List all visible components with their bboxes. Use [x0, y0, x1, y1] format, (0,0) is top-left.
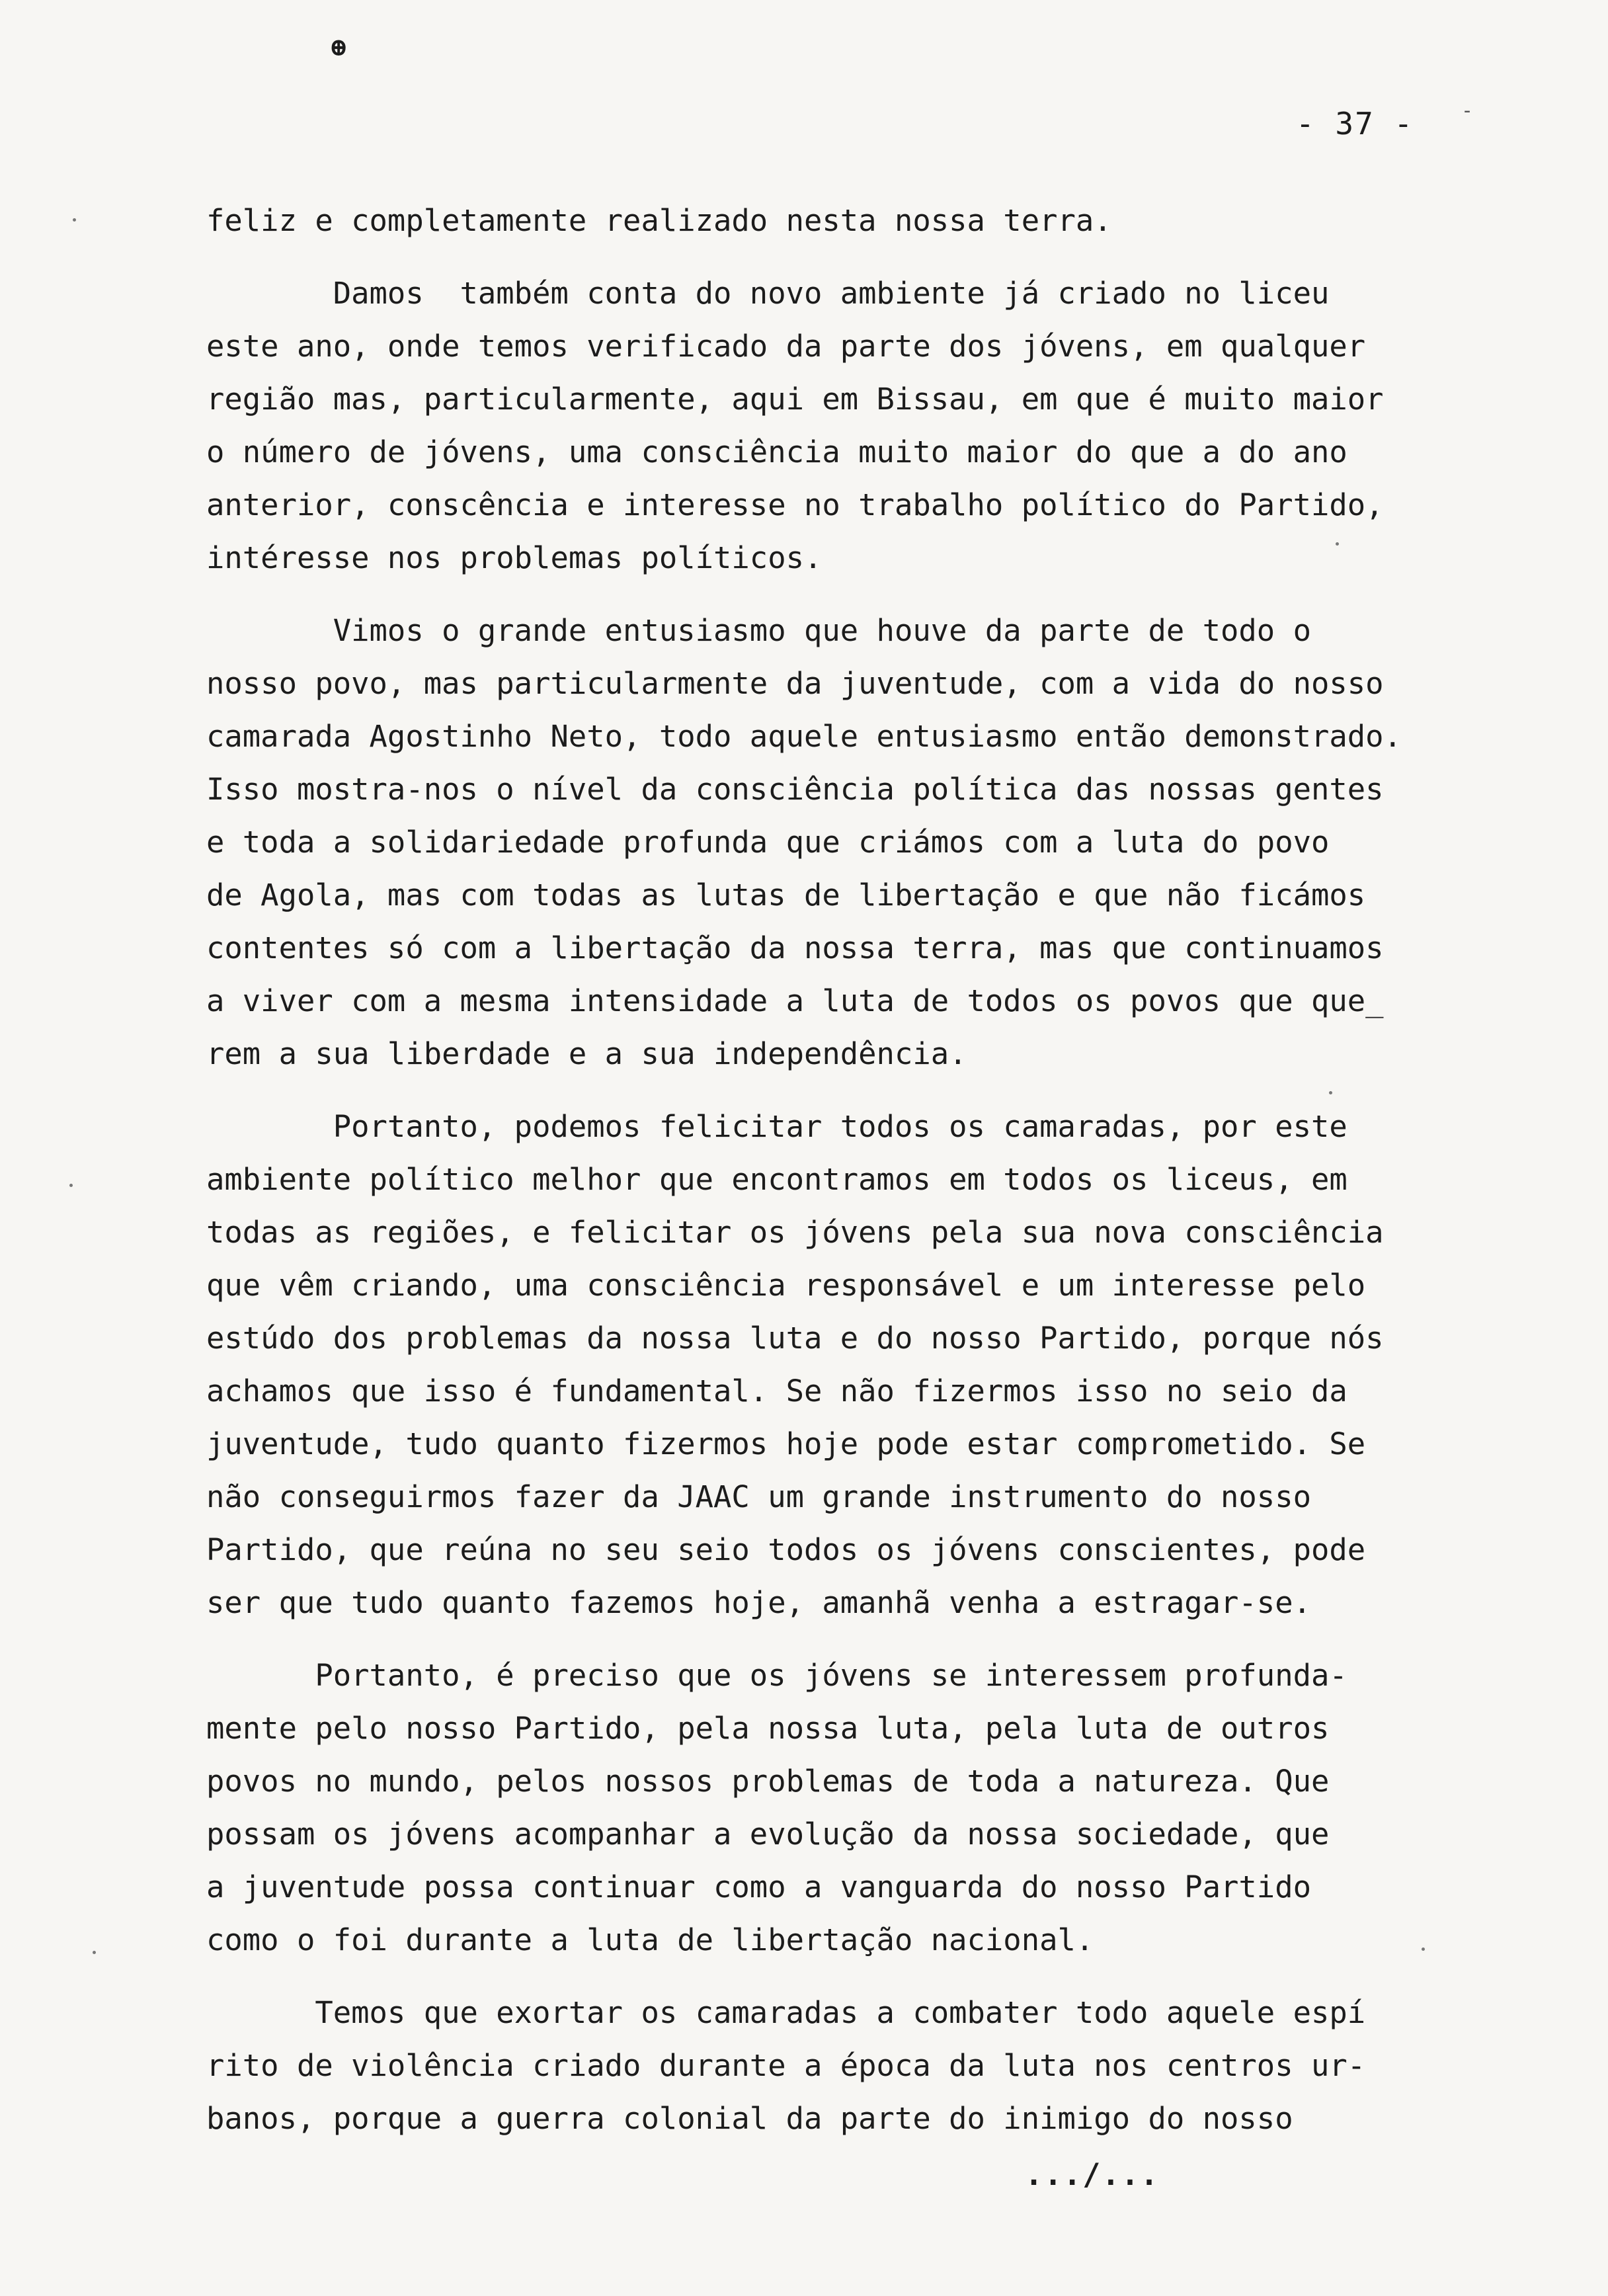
- text-line: Partido, que reúna no seu seio todos os jóvens conscientes, pode: [206, 1532, 1366, 1567]
- text-line: a viver com a mesma intensidade a luta de todos os povos que que_: [206, 983, 1384, 1018]
- text-line: Isso mostra-nos o nível da consciência política das nossas gentes: [206, 772, 1384, 807]
- text-line: rito de violência criado durante a época da luta nos centros ur-: [206, 2048, 1366, 2083]
- text-line: mente pelo nosso Partido, pela nossa luta, pela luta de outros: [206, 1711, 1330, 1746]
- scan-speck: [69, 1184, 73, 1187]
- text-line: banos, porque a guerra colonial da parte do inimigo do nosso: [206, 2101, 1293, 2136]
- paragraph: [206, 604, 1502, 1081]
- text-line: anterior, conscência e interesse no trabalho político do Partido,: [206, 487, 1384, 522]
- text-line: todas as regiões, e felicitar os jóvens pela sua nova consciência: [206, 1215, 1384, 1250]
- paragraph-gap: [206, 1967, 1502, 1987]
- scan-speck: [1422, 1948, 1425, 1951]
- paragraph-gap: [206, 585, 1502, 604]
- continuation-mark: .../...: [1025, 2157, 1160, 2192]
- text-line: região mas, particularmente, aqui em Bissau, em que é muito maior: [206, 382, 1384, 417]
- text-line: que vêm criando, uma consciência responsável e um interesse pelo: [206, 1268, 1366, 1303]
- text-line: como o foi durante a luta de libertação nacional.: [206, 1922, 1094, 1957]
- text-line: estúdo dos problemas da nossa luta e do nosso Partido, porque nós: [206, 1321, 1384, 1356]
- text-line: Damos também conta do novo ambiente já criado no liceu: [206, 276, 1330, 311]
- text-line: Vimos o grande entusiasmo que houve da parte de todo o: [206, 613, 1311, 648]
- text-line: não conseguirmos fazer da JAAC um grande instrumento do nosso: [206, 1479, 1311, 1514]
- text-line: este ano, onde temos verificado da parte dos jóvens, em qualquer: [206, 329, 1366, 364]
- text-line: o número de jóvens, uma consciência muito maior do que a do ano: [206, 434, 1347, 470]
- text-line: feliz e completamente realizado nesta nossa terra.: [206, 203, 1112, 238]
- margin-mark: -: [1461, 99, 1474, 122]
- paragraph: [206, 1100, 1502, 1629]
- paragraph-gap: [206, 1629, 1502, 1649]
- page-number: - 37 -: [1296, 106, 1414, 142]
- text-line: Portanto, podemos felicitar todos os camaradas, por este: [206, 1109, 1347, 1144]
- paragraph: [206, 267, 1502, 585]
- scan-speck: [73, 218, 76, 222]
- text-line: a juventude possa continuar como a vanguarda do nosso Partido: [206, 1869, 1311, 1905]
- scan-speck: [93, 1951, 96, 1954]
- text-line: povos no mundo, pelos nossos problemas de toda a natureza. Que: [206, 1764, 1330, 1799]
- text-line: ser que tudo quanto fazemos hoje, amanhã venha a estragar-se.: [206, 1585, 1311, 1620]
- paragraph: [206, 194, 1502, 247]
- text-line: de Agola, mas com todas as lutas de libertação e que não ficámos: [206, 878, 1366, 913]
- scan-speck: [1336, 542, 1339, 546]
- text-line: Portanto, é preciso que os jóvens se interessem profunda-: [206, 1658, 1347, 1693]
- text-line: rem a sua liberdade e a sua independência.: [206, 1036, 967, 1071]
- text-line: achamos que isso é fundamental. Se não fizermos isso no seio da: [206, 1374, 1347, 1409]
- paragraph: [206, 1649, 1502, 1967]
- text-line: nosso povo, mas particularmente da juventude, com a vida do nosso: [206, 666, 1384, 701]
- text-line: intéresse nos problemas políticos.: [206, 540, 823, 575]
- text-line: possam os jóvens acompanhar a evolução da nossa sociedade, que: [206, 1817, 1330, 1852]
- paragraph-gap: [206, 247, 1502, 267]
- text-line: e toda a solidariedade profunda que criámos com a luta do povo: [206, 825, 1330, 860]
- text-line: juventude, tudo quanto fizermos hoje pode estar comprometido. Se: [206, 1426, 1366, 1461]
- paragraph: [206, 1987, 1502, 2145]
- text-line: camarada Agostinho Neto, todo aquele entusiasmo então demonstrado.: [206, 719, 1402, 754]
- text-line: ambiente político melhor que encontramos em todos os liceus, em: [206, 1162, 1347, 1197]
- text-line: contentes só com a libertação da nossa terra, mas que continuamos: [206, 930, 1384, 965]
- corner-mark: ꚛ: [331, 31, 347, 62]
- paragraph-gap: [206, 1081, 1502, 1100]
- scan-speck: [1329, 1091, 1332, 1094]
- body-text: [206, 194, 1502, 2145]
- text-line: Temos que exortar os camaradas a combater todo aquele espí: [206, 1995, 1366, 2030]
